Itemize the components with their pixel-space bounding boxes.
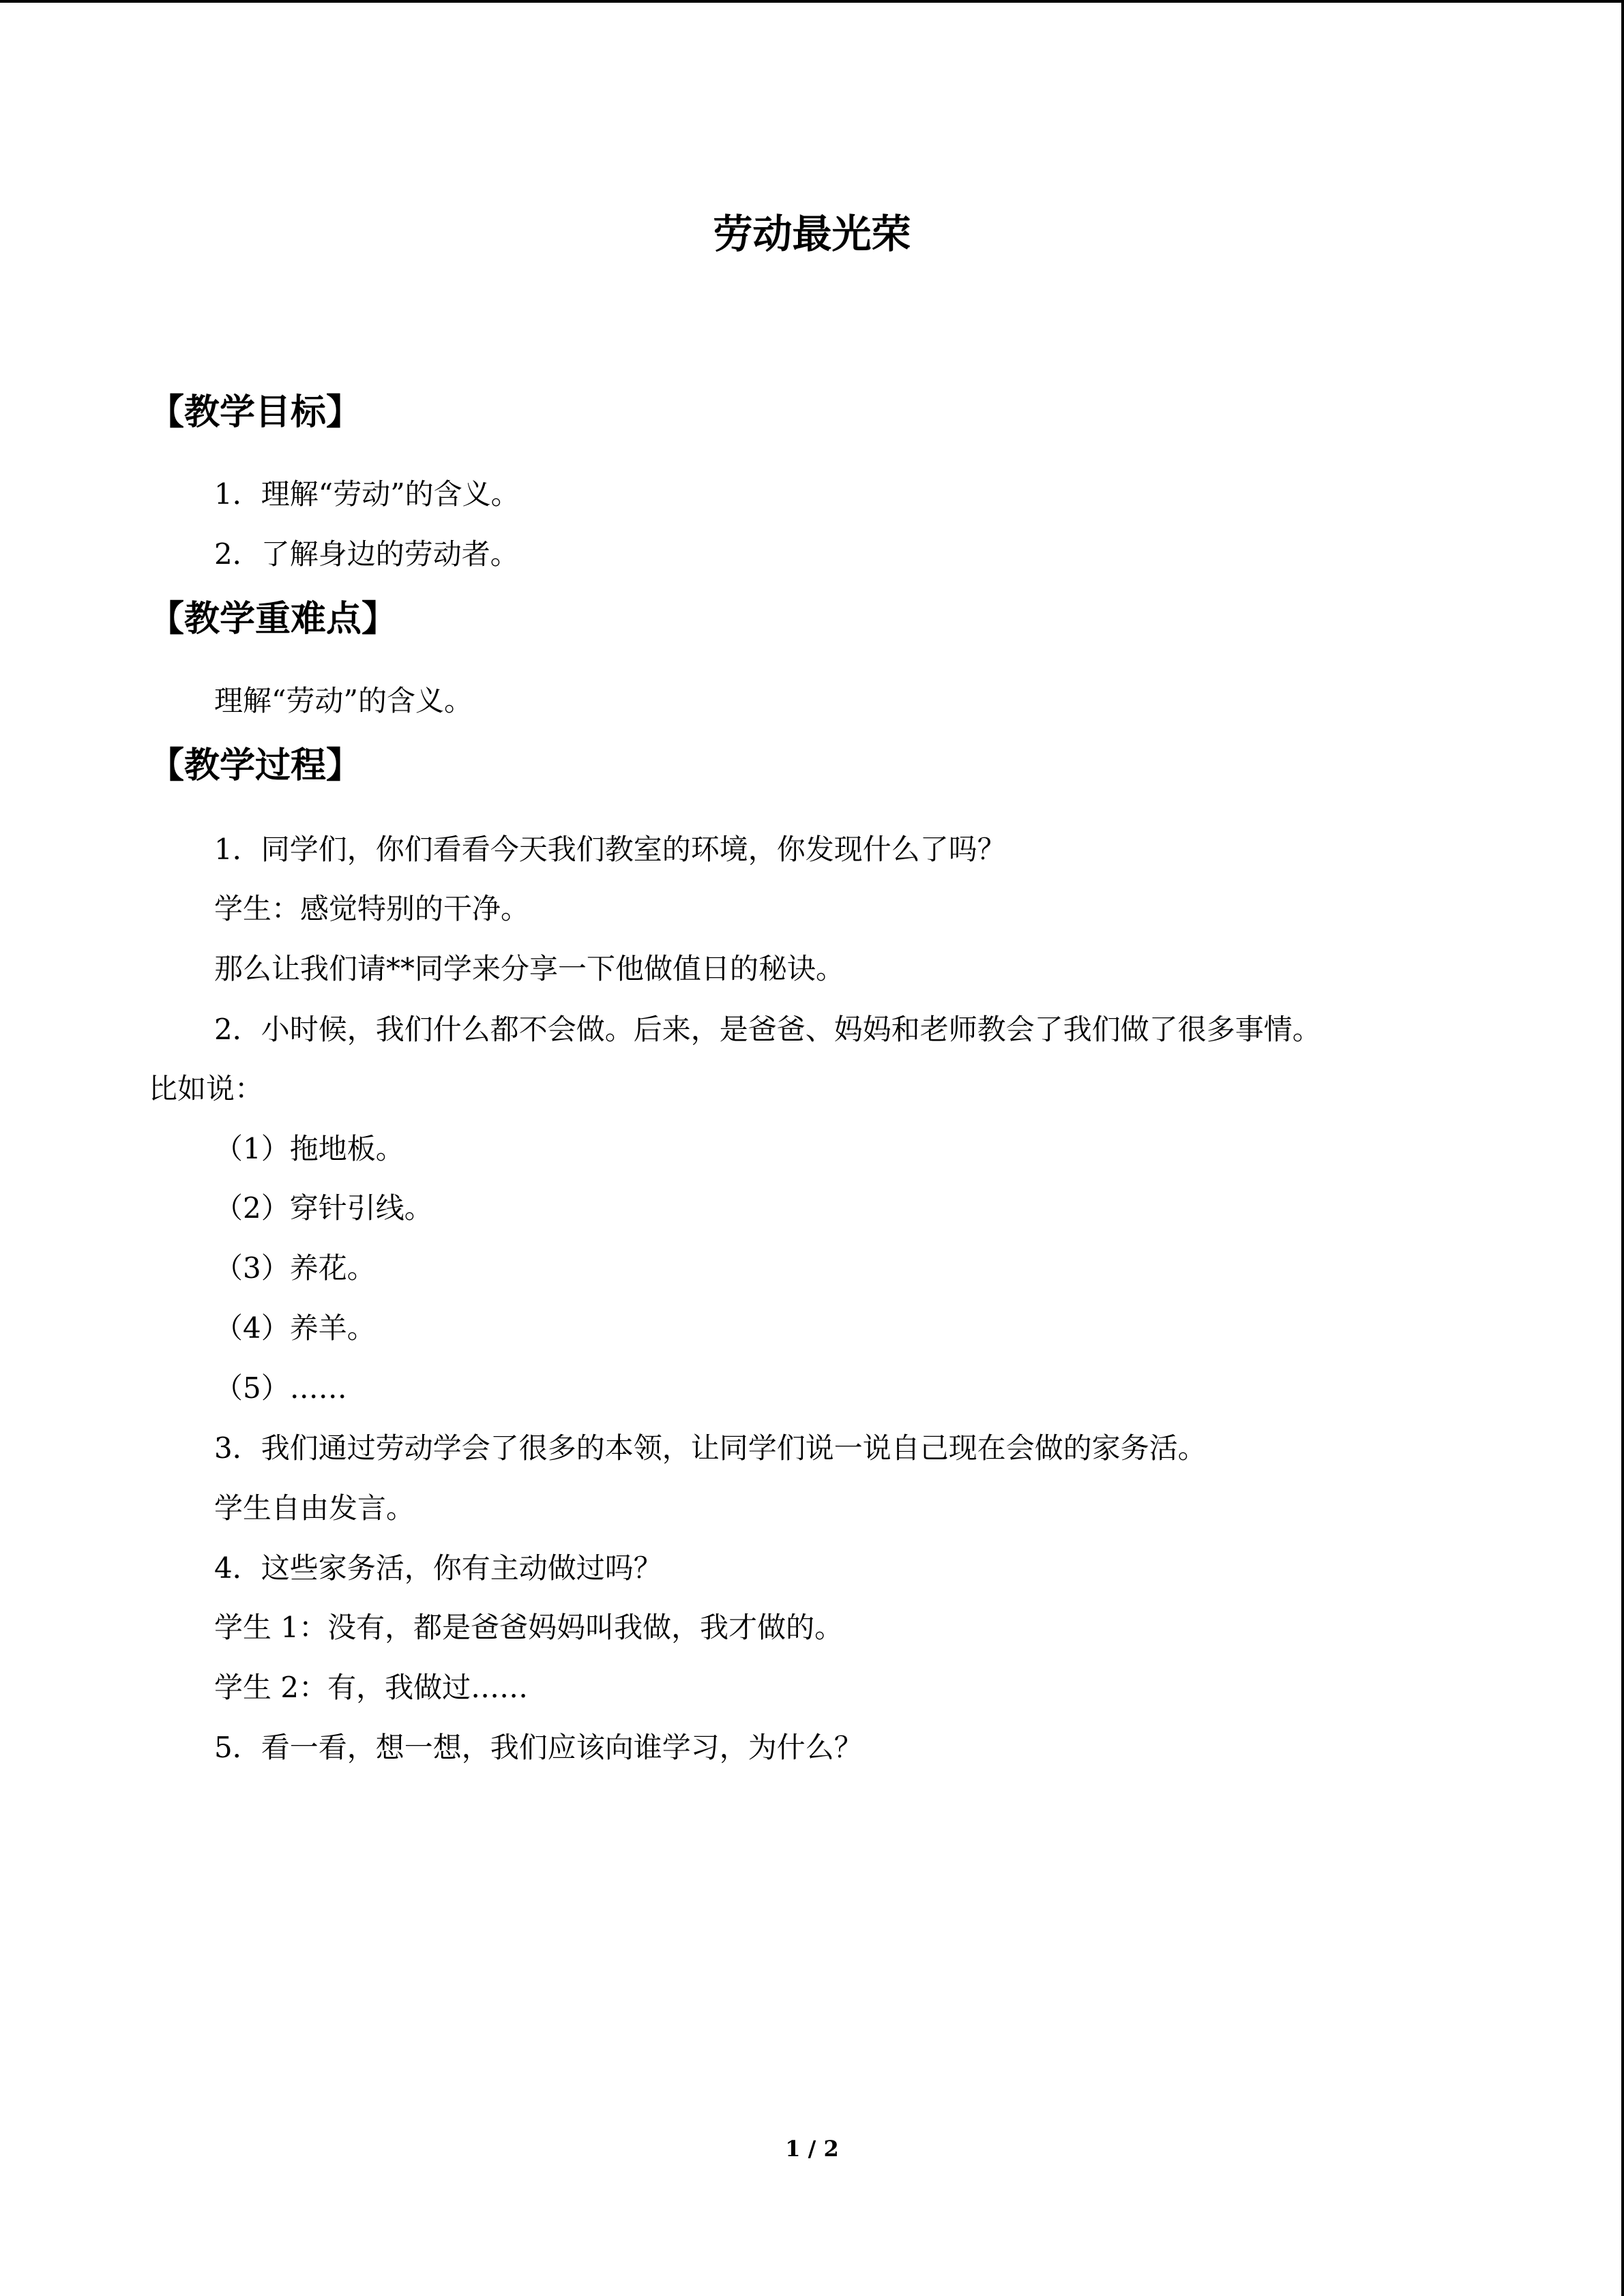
process-line: 学生 2：有，我做过……	[214, 1671, 529, 1704]
process-list-item: （1）拖地板。	[214, 1132, 404, 1165]
process-line: 3．我们通过劳动学会了很多的本领，让同学们说一说自己现在会做的家务活。	[214, 1431, 1207, 1465]
key-point-item: 理解“劳动”的含义。	[214, 684, 473, 717]
process-line: 2．小时候，我们什么都不会做。后来，是爸爸、妈妈和老师教会了我们做了很多事情。	[214, 1013, 1321, 1046]
process-line: 学生：感觉特别的干净。	[214, 892, 530, 925]
process-list-item: （4）养羊。	[214, 1311, 376, 1345]
section-heading-process: 【教学过程】	[149, 745, 362, 786]
document-title: 劳动最光荣	[713, 211, 911, 257]
page-number: 1 / 2	[785, 2136, 839, 2162]
section-heading-objectives: 【教学目标】	[149, 392, 362, 433]
process-line: 5．看一看，想一想，我们应该向谁学习，为什么？	[214, 1731, 863, 1764]
process-line: 比如说：	[149, 1072, 264, 1105]
process-line: 4．这些家务活，你有主动做过吗？	[214, 1551, 662, 1585]
objective-item: 2．了解身边的劳动者。	[214, 537, 519, 571]
process-list-item: （5）……	[214, 1371, 347, 1405]
page-border-top	[0, 0, 1624, 3]
section-heading-key-points: 【教学重难点】	[149, 599, 398, 640]
process-line: 1．同学们，你们看看今天我们教室的环境，你发现什么了吗？	[214, 833, 1006, 866]
process-line: 学生自由发言。	[214, 1491, 415, 1525]
process-line: 那么让我们请**同学来分享一下他做值日的秘诀。	[214, 952, 845, 985]
process-list-item: （3）养花。	[214, 1251, 376, 1285]
process-list-item: （2）穿针引线。	[214, 1191, 433, 1225]
process-line: 学生 1：没有，都是爸爸妈妈叫我做，我才做的。	[214, 1611, 844, 1644]
page-border-right	[1621, 0, 1624, 2296]
objective-item: 1．理解“劳动”的含义。	[214, 477, 520, 511]
